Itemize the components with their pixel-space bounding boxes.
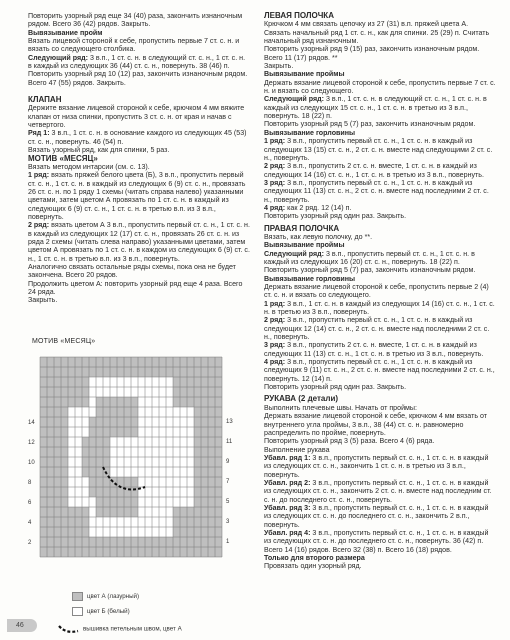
- paragraph: [264, 137, 496, 162]
- paragraph: Держать вязание лицевой стороной к себе, пропустить первые 2 (4) ст. с. н. и вязать со следующего.: [264, 283, 489, 300]
- row-label: Следующий ряд:: [264, 249, 324, 258]
- row-number-label: 2: [28, 540, 32, 546]
- row-label: 3 ряд:: [264, 178, 286, 187]
- page-number: 46: [16, 622, 24, 629]
- paragraph: [264, 454, 496, 479]
- row-label: 2 ряд:: [264, 162, 286, 171]
- row-label: 1 ряд:: [28, 171, 50, 180]
- legend-label: цвет А (лазурный): [87, 593, 140, 601]
- row-text: 3 в.п., пропустить первый ст. с. н., 1 ст. с. н. в каждый из следующих 9 (11) ст. с. н., 2 ст. с. н. вместе над последними 2 ст. с. н., повернуть. 12 (14) п.: [264, 358, 495, 383]
- swatch-color-b: [72, 607, 83, 616]
- paragraph: [264, 204, 496, 212]
- paragraph: Повторить узорный ряд 3 (5) раза. Всего 4 (6) ряда.: [264, 437, 435, 446]
- paragraph: [264, 300, 496, 317]
- row-text: 3 в.п., пропустить первый ст. с. н., 1 ст. с. н. в каждый из следующих ст. с. н. до последнего ст. с. н., повернуть. 36 (42) п. Всего 14 (16) рядов. Всего 32 (38) п. Всего 16 (18) рядов.: [264, 528, 489, 554]
- section-heading: ПРАВАЯ ПОЛОЧКА: [264, 223, 340, 233]
- section-heading: Вывязывание пройм: [28, 28, 103, 37]
- paragraph: Выполнение рукава: [264, 445, 330, 454]
- paragraph: Закрыть.: [264, 62, 294, 71]
- paragraph: [264, 95, 496, 120]
- row-text: 3 в.п., пропустить первый ст. с. н., 1 ст. с. н. в каждый из следующих ст. с. н. до последнего ст. с. н., закончить 2 в.п., повернуть.: [264, 503, 489, 529]
- row-text: 3 в.п., пропустить первый ст. с. н., 1 ст. с. н. в каждый из следующих 16 (20) ст. с. н., повернуть. 18 (22) п.: [264, 249, 475, 266]
- motif-chart: [26, 345, 248, 585]
- row-label: 2 ряд:: [264, 316, 286, 325]
- row-number-label: 14: [28, 420, 35, 426]
- paragraph: Закрыть.: [28, 296, 58, 305]
- row-text: 3 в.п., 1 ст. с. н. в основание каждого из следующих 45 (53) ст. с. н., повернуть. 46 (54) п.: [28, 129, 247, 146]
- row-number-label: 11: [226, 439, 233, 445]
- legend-item-stitch: [72, 624, 182, 634]
- legend-item-color-b: [72, 607, 130, 616]
- paragraph: [264, 341, 496, 358]
- paragraph: Вязать лицевой стороной к себе, пропустить первые 7 ст. с. н. и вязать со следующего столбика.: [28, 37, 240, 54]
- paragraph: Вязать, как левую полочку, до **.: [264, 232, 373, 241]
- row-label: 2 ряд:: [28, 221, 50, 230]
- section-heading: Вывязывание горловины: [264, 274, 356, 283]
- chart-cell-color-a: [68, 507, 89, 537]
- row-number-label: 10: [28, 460, 35, 466]
- legend-label: вышивка петельным швом, цвет А: [83, 625, 182, 633]
- section-heading: РУКАВА (2 детали): [264, 394, 339, 404]
- paragraph: [28, 54, 250, 71]
- legend-item-color-a: [72, 592, 139, 601]
- row-text: 3 в.п., пропустить первый ст. с. н., 1 ст. с. н. в каждый из следующих ст. с. н., закончить 2 ст. с. н. вместе над последним ст. с. н. до последнего ст. с. н., повернуть.: [264, 478, 492, 504]
- section-heading: Вывязывание проймы: [264, 70, 345, 79]
- row-label: Убавл. ряд 1:: [264, 453, 311, 462]
- paragraph: [28, 171, 250, 221]
- paragraph: Вязать методом интарсии (см. с. 13).: [28, 162, 150, 171]
- paragraph: Связать начальный ряд 1 ст. с. н., как для спинки. 25 (29) п. Считать начальный ряд изнаночным.: [264, 28, 490, 46]
- row-label: Ряд 1:: [28, 129, 50, 138]
- row-label: 1 ряд:: [264, 137, 286, 146]
- paragraph: Повторить узорный ряд 5 (7) раз, закончить изнаночным рядом.: [264, 120, 476, 129]
- row-text: как 2 ряд. 12 (14) п.: [285, 203, 352, 212]
- section-heading: МОТИВ «МЕСЯЦ»: [28, 153, 98, 163]
- paragraph: Повторить узорный ряд 9 (15) раз, закончить изнаночным рядом. Всего 11 (17) рядов. **: [264, 45, 480, 62]
- row-text: 3 в.п., пропустить первый ст. с. н., 1 ст. с. н. в каждый из следующих 12 (14) ст. с. н., 2 ст. с. н. вместе над последними 2 ст. с. н., повернуть.: [264, 316, 490, 342]
- chart-title: МОТИВ «МЕСЯЦ»: [32, 338, 96, 345]
- paragraph: [264, 162, 496, 179]
- row-number-label: 7: [226, 479, 230, 485]
- row-number-label: 6: [28, 500, 32, 506]
- paragraph: Крючком 4 мм связать цепочку из 27 (31) в.п. пряжей цвета А.: [264, 20, 469, 29]
- paragraph: Выполнить плечевые швы. Начать от проймы:: [264, 403, 417, 412]
- row-label: Убавл. ряд 2:: [264, 478, 311, 487]
- row-number-label: 9: [226, 459, 230, 465]
- row-label: 1 ряд:: [264, 299, 286, 308]
- right-column: [264, 12, 496, 571]
- row-label: 4 ряд:: [264, 203, 286, 212]
- row-number-label: 8: [28, 480, 32, 486]
- chart-cell-color-a: [68, 377, 89, 407]
- row-text: 3 в.п., пропустить 2 ст. с. н. вместе, 1 ст. с. н. в каждый из следующих 11 (13) ст. с. н., 1 ст. с. н. в третью из 3 в.п., повернуть.: [264, 341, 484, 358]
- row-number-label: 3: [226, 519, 230, 525]
- paragraph: [264, 316, 496, 341]
- row-text: вязать цветом А 3 в.п., пропустить первый ст. с. н., 1 ст. с. н. в каждый из следующих 12 (17) ст. с. н., провязать 26 ст. с. н. из ряда 2 схемы (читать слева направо) указанными цветами, затем цветом А провязать по 1 ст. с. н. в каждом из следующих 6 (9) ст. с. н., 1 ст. с. н. в третью в.п. из 3 в.п., повернуть.: [28, 221, 250, 263]
- paragraph: Повторить узорный ряд еще 34 (40) раза, закончить изнаночным рядом. Всего 36 (42) рядов. Закрыть.: [28, 12, 243, 29]
- paragraph: Держите вязание лицевой стороной к себе, крючком 4 мм вяжите клапан от низа спинки, пропустить 3 ст. с. н. от края и начав с четвертого.: [28, 104, 245, 130]
- row-text: 3 в.п., 1 ст. с. н. в следующий ст. с. н., 1 ст. с. н. в каждый из следующих 15 ст. с. н., 1 ст. с. н. в третью из 3 в.п., повернуть. 18 (22) п.: [264, 95, 487, 121]
- stitch-icon: [58, 624, 80, 634]
- row-label: 4 ряд:: [264, 358, 286, 367]
- row-number-label: 4: [28, 520, 32, 526]
- section-heading: ЛЕВАЯ ПОЛОЧКА: [264, 11, 334, 20]
- paragraph: Держать вязание лицевой стороной к себе, крючком 4 мм вязать от внутреннего угла проймы, 3 в.п., 38 (44) ст. с. н. равномерно распределить по пройме, повернуть.: [264, 412, 488, 437]
- section-heading: Только для второго размера: [264, 554, 365, 562]
- row-label: Следующий ряд:: [264, 95, 324, 104]
- row-text: 3 в.п., пропустить первый ст. с. н., 1 ст. с. н. в каждый из следующих 11 (13) ст. с. н., 2 ст. с. н. вместе над последними 2 ст. с. н., повернуть.: [264, 178, 489, 204]
- paragraph: [264, 479, 496, 504]
- chart-cell-color-a: [173, 507, 194, 537]
- row-label: Убавл. ряд 3:: [264, 503, 311, 512]
- row-text: вязать пряжей белого цвета (Б), 3 в.п., пропустить первый ст. с. н., 1 ст. с. н. в каждый из следующих 6 (9) ст. с. н., провязать 26 ст. с. н. по 1 ряду 1 схемы (читать справа налево) указанными цветами, затем цветом А провязать по 1 ст. с. н. в каждый из следующих 6 (9) ст. с. н., 1 ст. с. н. в третью в.п. из 3 в.п., повернуть.: [28, 171, 246, 221]
- paragraph: Повторить узорный ряд 5 (7) раз, закончить изнаночным рядом.: [264, 266, 476, 275]
- row-number-label: 12: [28, 440, 35, 446]
- left-column: [28, 12, 250, 305]
- paragraph: Провязать один узорный ряд.: [264, 562, 362, 571]
- paragraph: Повторить узорный ряд один раз. Закрыть.: [264, 383, 407, 392]
- row-number-label: 5: [226, 499, 230, 505]
- paragraph: Аналогично связать остальные ряды схемы, пока она не будет закончена. Всего 20 рядов.: [28, 262, 236, 280]
- paragraph: Вязать узорный ряд, как для спинки, 5 раз.: [28, 146, 170, 155]
- paragraph: Продолжить цветом А: повторить узорный ряд еще 4 раза. Всего 24 ряда.: [28, 279, 243, 296]
- paragraph: [264, 250, 496, 267]
- paragraph: Держать вязание лицевой стороной к себе, пропустить первые 7 ст. с. н. и вязать со следующего.: [264, 78, 496, 96]
- chart-cell-color-a: [173, 377, 194, 407]
- paragraph: [264, 179, 496, 204]
- paragraph: [264, 358, 496, 383]
- row-text: 3 в.п., пропустить первый ст. с. н., 1 ст. с. н. в каждый из следующих ст. с. н., закончить 1 ст. с. н. в третью из 3 в.п., повернуть.: [264, 453, 489, 479]
- paragraph: [264, 529, 496, 554]
- row-label: Убавл. ряд 4:: [264, 528, 311, 537]
- section-heading: КЛАПАН: [28, 95, 62, 105]
- chart-cell-color-a: [117, 407, 138, 437]
- section-heading: Вывязывание проймы: [264, 241, 345, 250]
- row-number-label: 1: [226, 539, 230, 545]
- paragraph: [28, 221, 250, 263]
- row-number-label: 13: [226, 419, 233, 425]
- row-label: 3 ряд:: [264, 341, 286, 350]
- legend-label: цвет Б (белый): [87, 608, 130, 616]
- paragraph: [264, 504, 496, 529]
- paragraph: [28, 129, 250, 146]
- section-heading: Вывязывание горловины: [264, 128, 356, 137]
- swatch-color-a: [72, 592, 83, 601]
- row-label: Следующий ряд:: [28, 53, 88, 62]
- row-text: 3 в.п., пропустить 2 ст. с. н. вместе, 1 ст. с. н. в каждый из следующих 14 (16) ст. с. н., 1 ст. с. н. в третью из 3 в.п., повернуть.: [264, 162, 484, 179]
- row-text: 3 в.п., 1 ст. с. н. в каждый из следующих 14 (16) ст. с. н., 1 ст. с. н. в третью из 3 в.п., повернуть.: [264, 299, 495, 317]
- row-text: 3 в.п., пропустить первый ст. с. н., 1 ст. с. н. в каждый из следующих 13 (15) ст. с. н., 2 ст. с. н. вместе над следующими 2 ст. с. н., повернуть.: [264, 137, 493, 162]
- paragraph: Повторить узорный ряд один раз. Закрыть.: [264, 212, 407, 221]
- row-text: 3 в.п., 1 ст. с. н. в следующий ст. с. н., 1 ст. с. н. в каждый из следующих 36 (44) ст. с. н., повернуть. 38 (46) п.: [28, 53, 246, 71]
- paragraph: Повторить узорный ряд 10 (12) раз, закончить изнаночным рядом. Всего 47 (55) рядов. Закрыть.: [28, 70, 248, 87]
